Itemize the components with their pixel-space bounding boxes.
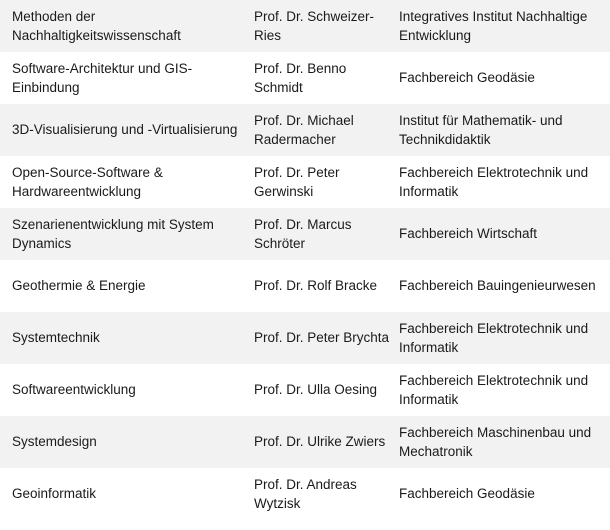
table-row (0, 208, 610, 260)
topic-cell: Softwareentwicklung (12, 382, 136, 398)
topic-cell: Szenarienentwicklung mit System Dynamics (12, 216, 214, 251)
topic-cell: Open-Source-Software & Hardwareentwicklung (12, 164, 163, 199)
professor-cell: Prof. Dr. Ulla Oesing (254, 382, 378, 398)
topic-cell: Geoinformatik (12, 486, 97, 502)
table-row (0, 364, 610, 416)
topic-cell: Systemdesign (12, 434, 97, 450)
department-cell: Integratives Institut Nachhaltige Entwicklung (399, 8, 588, 43)
department-cell: Fachbereich Elektrotechnik und Informatik (399, 164, 589, 199)
professor-cell: Prof. Dr. Benno Schmidt (254, 60, 347, 95)
professor-cell: Prof. Dr. Ulrike Zwiers (254, 434, 386, 450)
department-cell: Fachbereich Elektrotechnik und Informatik (399, 320, 589, 355)
professor-cell: Prof. Dr. Peter Brychta (254, 330, 390, 346)
table-row (0, 104, 610, 156)
topic-cell: 3D-Visualisierung und -Virtualisierung (12, 122, 238, 138)
professor-cell: Prof. Dr. Rolf Bracke (254, 278, 378, 294)
table-row (0, 468, 610, 520)
department-cell: Fachbereich Wirtschaft (399, 226, 538, 242)
topic-cell: Methoden der Nachhaltigkeitswissenschaft (12, 8, 181, 43)
table-row (0, 416, 610, 468)
table-row (0, 52, 610, 104)
department-cell: Fachbereich Geodäsie (399, 70, 535, 86)
department-cell: Fachbereich Bauingenieurwesen (399, 278, 596, 294)
professor-cell: Prof. Dr. Marcus Schröter (254, 216, 352, 251)
professor-cell: Prof. Dr. Peter Gerwinski (254, 164, 340, 199)
topic-cell: Geothermie & Energie (12, 278, 146, 294)
department-cell: Fachbereich Geodäsie (399, 486, 535, 502)
table-row (0, 0, 610, 52)
department-cell: Institut für Mathematik- und Technikdidaktik (399, 112, 563, 147)
topic-cell: Software-Architektur und GIS-Einbindung (12, 60, 193, 95)
table-row (0, 260, 610, 312)
department-cell: Fachbereich Maschinenbau und Mechatronik (399, 424, 592, 459)
topic-cell: Systemtechnik (12, 330, 100, 346)
professor-cell: Prof. Dr. Andreas Wytzisk (254, 476, 357, 511)
professor-cell: Prof. Dr. Schweizer-Ries (254, 8, 375, 43)
table-row (0, 312, 610, 364)
table-row (0, 156, 610, 208)
professor-cell: Prof. Dr. Michael Radermacher (254, 112, 354, 147)
department-cell: Fachbereich Elektrotechnik und Informatik (399, 372, 589, 407)
